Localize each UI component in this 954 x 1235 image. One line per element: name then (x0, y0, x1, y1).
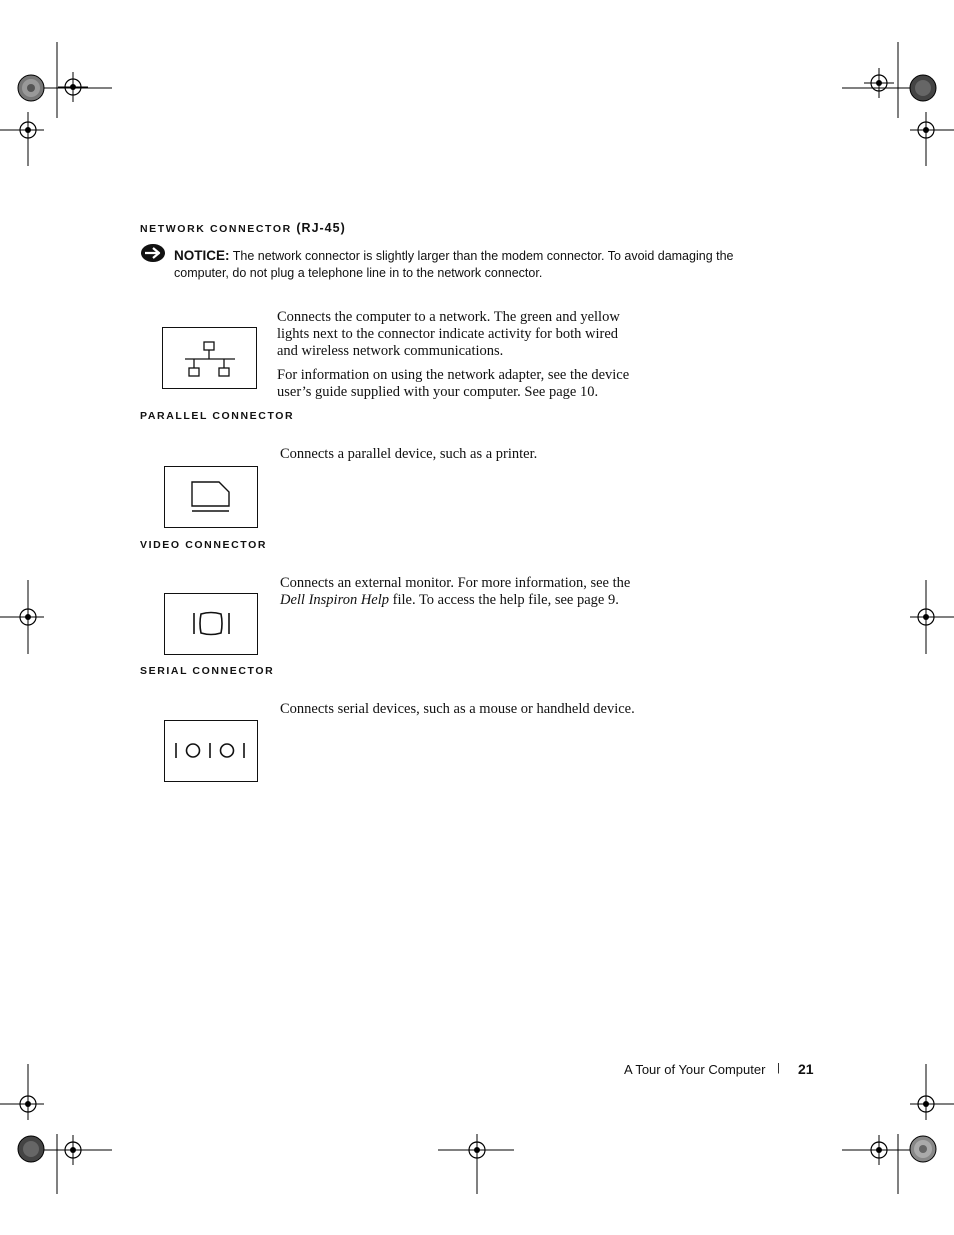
video-description (280, 575, 650, 609)
network-paragraph-1: Connects the computer to a network. The green and yellow lights next to the connector indicate activity for both wired and wireless network communications. (277, 309, 620, 359)
video-connector-heading: VIDEO CONNECTOR (140, 539, 268, 551)
star-target-icon (17, 74, 45, 102)
crop-mark-icon (0, 578, 60, 658)
video-connector-icon-box (164, 593, 258, 655)
network-icon (163, 328, 255, 387)
serial-description: Connects serial devices, such as a mouse or handheld device. (280, 701, 635, 717)
network-connector-icon-box (162, 327, 257, 389)
footer-chapter-title: A Tour of Your Computer (624, 1062, 766, 1077)
star-target-icon (909, 74, 937, 102)
serial-icon (165, 721, 256, 780)
video-paragraph-start: Connects an external monitor. For more information, see the (280, 575, 631, 591)
serial-connector-heading: SERIAL CONNECTOR (140, 665, 275, 677)
video-icon (165, 594, 256, 653)
notice-icon (140, 243, 166, 263)
network-description (277, 309, 637, 401)
parallel-connector-heading: PARALLEL CONNECTOR (140, 410, 295, 422)
network-paragraph-2: For information on using the network adapter, see the device user’s guide supplied with your computer. See page 10. (277, 367, 630, 400)
video-paragraph-italic: Dell Inspiron Help (280, 592, 390, 608)
notice-label: NOTICE: (174, 248, 230, 263)
parallel-description: Connects a parallel device, such as a printer. (280, 446, 538, 462)
notice-body: The network connector is slightly larger than the modem connector. To avoid damaging the computer, do not plug a telephone line in to the network connector. (174, 249, 734, 280)
network-connector-heading (140, 221, 346, 235)
heading-text: NETWORK CONNECTOR (140, 223, 292, 235)
notice-text (174, 247, 754, 282)
page-number: 21 (798, 1061, 814, 1077)
star-target-icon (909, 1135, 937, 1163)
video-paragraph-end: file. To access the help file, see page 9. (389, 592, 619, 608)
crop-mark-icon (894, 578, 954, 658)
parallel-icon (165, 467, 256, 526)
serial-connector-icon-box (164, 720, 258, 782)
parallel-connector-icon-box (164, 466, 258, 528)
footer-separator: | (777, 1062, 780, 1074)
heading-suffix: (RJ-45) (296, 221, 346, 235)
crop-mark-icon (438, 1130, 518, 1200)
star-target-icon (17, 1135, 45, 1163)
